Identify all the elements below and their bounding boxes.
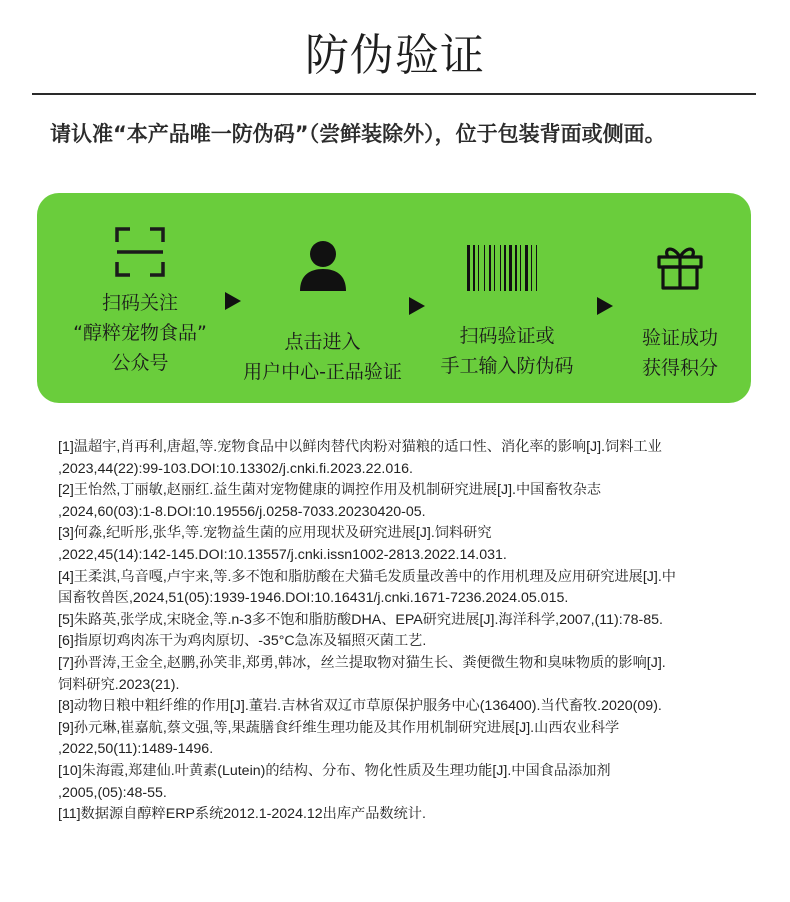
reference-line: [7]孙晋涛,王金全,赵鹏,孙笑非,郑勇,韩冰，丝兰提取物对猫生长、粪便微生物和臭味物质的影响[J]. — [58, 654, 666, 671]
reference-line: ,2005,(05):48-55. — [58, 784, 167, 801]
step-scan-verify — [432, 245, 582, 381]
title-divider — [32, 93, 756, 95]
step-1-line-2: “醇粹宠物食品” — [73, 322, 207, 344]
step-4-line-1: 验证成功 — [641, 327, 718, 349]
verification-steps-panel — [37, 193, 751, 403]
reference-line: 饲料研究.2023(21). — [58, 676, 180, 693]
step-2-line-2: 用户中心-正品验证 — [243, 361, 402, 383]
step-1-line-1: 扫码关注 — [101, 292, 178, 314]
reference-line: ,2024,60(03):1-8.DOI:10.19556/j.0258-7033.20230420-05. — [58, 503, 426, 520]
step-arrow-3 — [597, 297, 613, 315]
reference-line: [10]朱海霞,郑建仙.叶黄素(Lutein)的结构、分布、物化性质及生理功能[J].中国食品添加剂 — [58, 762, 611, 779]
step-1-line-3: 公众号 — [111, 352, 169, 374]
scan-frame-icon — [115, 227, 165, 277]
references-list — [58, 437, 758, 826]
barcode-icon — [466, 245, 548, 291]
reference-line: [8]动物日粮中粗纤维的作用[J].董岩.吉林省双辽市草原保护服务中心(136400).当代畜牧.2020(09). — [58, 698, 662, 715]
reference-line: [1]温超宇,肖再利,唐超,等.宠物食品中以鲜肉替代肉粉对猫粮的适口性、消化率的影响[J].饲料工业 — [58, 439, 662, 455]
gift-icon — [656, 243, 704, 291]
reference-line: ,2022,50(11):1489-1496. — [58, 741, 214, 758]
reference-line: [3]何淼,纪昕彤,张华,等.宠物益生菌的应用现状及研究进展[J].饲料研究 — [58, 525, 492, 542]
reference-line: 国畜牧兽医,2024,51(05):1939-1946.DOI:10.16431/j.cnki.1671-7236.2024.05.015. — [58, 590, 569, 607]
step-4-line-2: 获得积分 — [641, 357, 718, 379]
reference-line: [4]王柔淇,乌音嘎,卢宇来,等.多不饱和脂肪酸在犬猫毛发质量改善中的作用机理及应用研究进展[J].中 — [58, 568, 676, 585]
step-2-line-1: 点击进入 — [284, 331, 361, 353]
reference-line: ,2022,45(14):142-145.DOI:10.13557/j.cnki.issn1002-2813.2022.14.031. — [58, 546, 507, 563]
step-user-center — [235, 239, 410, 387]
step-success-points — [620, 243, 740, 383]
reference-line: [2]王怡然,丁丽敏,赵丽红.益生菌对宠物健康的调控作用及机制研究进展[J].中国畜牧杂志 — [58, 482, 602, 499]
page-title: 防伪验证 — [305, 30, 485, 81]
reference-line: [11]数据源自醇粹ERP系统2012.1-2024.12出库产品数统计. — [58, 806, 426, 823]
step-3-line-2: 手工输入防伪码 — [440, 355, 574, 377]
step-arrow-2 — [409, 297, 425, 315]
anti-counterfeit-notice: 请认准“本产品唯一防伪码”（尝鲜装除外），位于包装背面或侧面。 — [50, 122, 666, 146]
reference-line: ,2023,44(22):99-103.DOI:10.13302/j.cnki.fi.2023.22.016. — [58, 460, 413, 477]
user-icon — [298, 239, 348, 291]
reference-line: [9]孙元琳,崔嘉航,蔡文强,等,果蔬膳食纤维生理功能及其作用机制研究进展[J].山西农业科学 — [58, 719, 620, 736]
step-scan-follow — [65, 227, 215, 378]
reference-line: [5]朱路英,张学成,宋晓金,等.n-3多不饱和脂肪酸DHA、EPA研究进展[J].海洋科学,2007,(11):78-85. — [58, 611, 663, 628]
reference-line: [6]指原切鸡肉冻干为鸡肉原切、-35°C急冻及辐照灭菌工艺. — [58, 633, 427, 650]
step-3-line-1: 扫码验证或 — [459, 325, 555, 347]
